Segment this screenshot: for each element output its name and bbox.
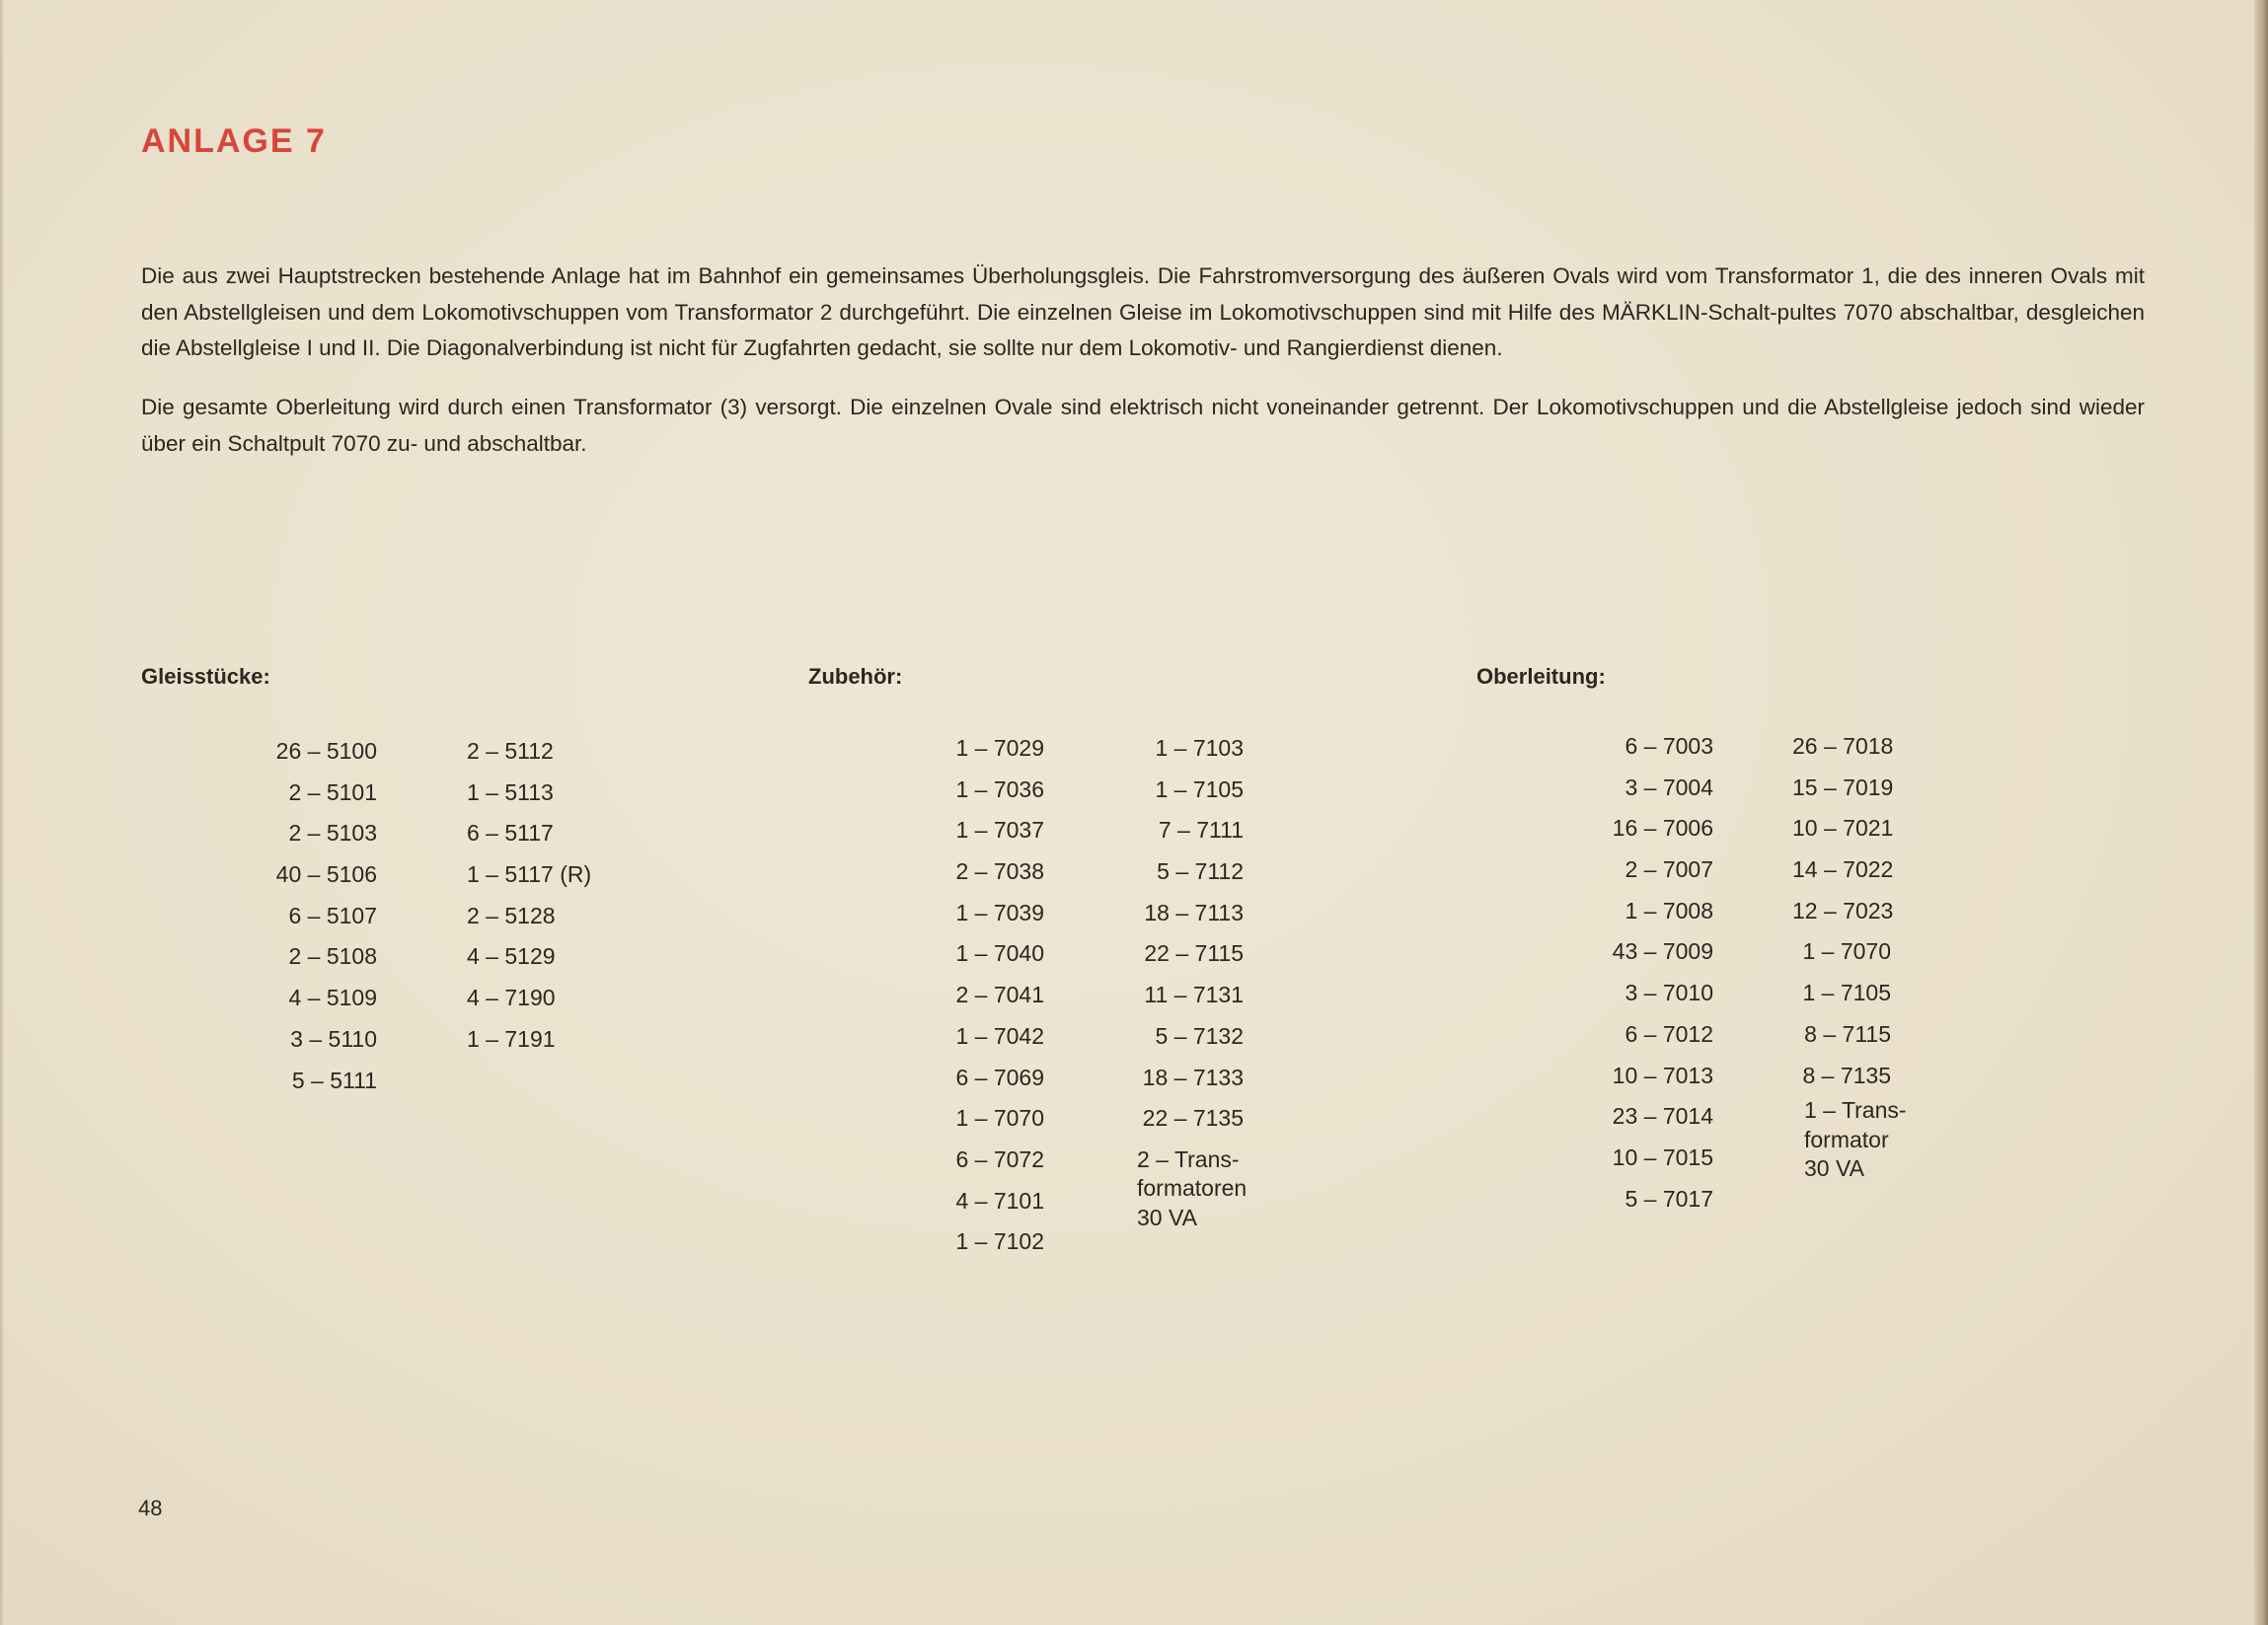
zubehoer-item: 1 – 7102 [955, 1228, 1044, 1255]
oberleitung-item: 8 – 7115 [1804, 1020, 1891, 1047]
gleisstuecke-item: 1 – 5117 (R) [467, 861, 592, 888]
zubehoer-item: 5 – 7112 [1157, 858, 1244, 885]
gleisstuecke-item: 1 – 7191 [467, 1025, 556, 1052]
zubehoer-item: 6 – 7072 [955, 1145, 1044, 1172]
zubehoer-item: 1 – 7037 [955, 817, 1044, 844]
zubehoer-item: 1 – 7070 [955, 1105, 1044, 1132]
page-edge-left [0, 0, 4, 1625]
zubehoer-item: 7 – 7111 [1158, 817, 1244, 844]
oberleitung-column-1 [1599, 726, 1713, 1219]
zubehoer-item: 1 – 7042 [955, 1022, 1044, 1049]
zubehoer-item: 2 – 7041 [955, 982, 1044, 1008]
gleisstuecke-item: 2 – 5112 [467, 738, 554, 764]
gleisstuecke-item: 6 – 5107 [288, 902, 377, 928]
gleisstuecke-item: 1 – 5113 [467, 778, 554, 805]
zubehoer-item: 18 – 7133 [1142, 1064, 1244, 1090]
zubehoer-item: 1 – 7103 [1155, 735, 1244, 761]
gleisstuecke-item: 26 – 5100 [275, 738, 377, 764]
oberleitung-item: 10 – 7021 [1792, 815, 1894, 842]
oberleitung-item: 10 – 7013 [1612, 1062, 1713, 1088]
zubehoer-item: 1 – 7036 [955, 776, 1044, 802]
zubehoer-item: 1 – 7040 [955, 940, 1044, 967]
oberleitung-item: 3 – 7004 [1625, 774, 1713, 800]
gleisstuecke-item: 3 – 5110 [290, 1025, 377, 1052]
gleisstuecke-item: 4 – 5109 [288, 985, 377, 1011]
page-title: ANLAGE 7 [141, 122, 327, 160]
gleisstuecke-item: 4 – 7190 [467, 985, 556, 1011]
oberleitung-item: 2 – 7007 [1625, 856, 1713, 883]
zubehoer-item: 1 – 7105 [1155, 776, 1244, 802]
zubehoer-item: 2 – 7038 [955, 858, 1044, 885]
zubehoer-item: 6 – 7069 [955, 1064, 1044, 1090]
zubehoer-transformatoren-item: 2 – Trans- formatoren 30 VA [1137, 1145, 1247, 1230]
oberleitung-heading: Oberleitung: [1476, 664, 1606, 689]
gleisstuecke-item: 2 – 5103 [288, 820, 377, 847]
zubehoer-item: 1 – 7029 [955, 735, 1044, 761]
oberleitung-item: 8 – 7135 [1802, 1062, 1891, 1088]
oberleitung-item: 16 – 7006 [1612, 815, 1713, 842]
intro-paragraph-1: Die aus zwei Hauptstrecken bestehende Anlage hat im Bahnhof ein gemeinsames Überholungsgleis. Die Fahrstromversorgung des äußeren Ovals wird vom Transformator 1, die des inneren Ovals mit den Abstellgleisen und dem Lokomotivschuppen vom Transformator 2 durchgeführt. Die einzelnen Gleise im Lokomotivschuppen sind mit Hilfe des MÄRKLIN-Schalt-pultes 7070 abschaltbar, desgleichen die Abstellgleise I und II. Die Diagonalverbindung ist nicht für Zugfahrten gedacht, sie sollte nur dem Lokomotiv- und Rangierdienst dienen. [141, 263, 2145, 360]
oberleitung-item: 10 – 7015 [1612, 1144, 1713, 1170]
gleisstuecke-column-1 [257, 731, 377, 1101]
gleisstuecke-item: 40 – 5106 [275, 861, 377, 888]
gleisstuecke-item: 2 – 5108 [288, 943, 377, 970]
page-number: 48 [138, 1496, 163, 1520]
gleisstuecke-heading: Gleisstücke: [141, 664, 270, 689]
oberleitung-item: 26 – 7018 [1792, 733, 1894, 759]
zubehoer-item: 22 – 7115 [1144, 940, 1244, 967]
zubehoer-heading: Zubehör: [808, 664, 903, 689]
oberleitung-item: 14 – 7022 [1792, 856, 1894, 883]
page-edge-right [2254, 0, 2268, 1625]
zubehoer-item: 22 – 7135 [1142, 1105, 1244, 1132]
zubehoer-column-2 [1123, 728, 1301, 1232]
oberleitung-item: 1 – 7008 [1625, 897, 1713, 923]
zubehoer-column-1 [928, 728, 1044, 1263]
intro-paragraph-2: Die gesamte Oberleitung wird durch einen Transformator (3) versorgt. Die einzelnen Ovale sind elektrisch nicht voneinander getrennt. Der Lokomotivschuppen und die Abstellgleise jedoch sind wieder über ein Schaltpult 7070 zu- und abschaltbar. [141, 395, 2145, 456]
zubehoer-item: 1 – 7039 [955, 899, 1044, 925]
gleisstuecke-column-2 [467, 731, 635, 1061]
zubehoer-item: 4 – 7101 [955, 1187, 1044, 1214]
oberleitung-item: 6 – 7003 [1625, 733, 1713, 759]
oberleitung-item: 5 – 7017 [1625, 1185, 1713, 1212]
gleisstuecke-item: 6 – 5117 [467, 820, 554, 847]
oberleitung-item: 23 – 7014 [1612, 1103, 1713, 1130]
gleisstuecke-item: 5 – 5111 [291, 1067, 377, 1093]
zubehoer-item: 11 – 7131 [1144, 982, 1244, 1008]
oberleitung-item: 15 – 7019 [1792, 774, 1894, 800]
oberleitung-item: 12 – 7023 [1792, 897, 1894, 923]
gleisstuecke-item: 2 – 5101 [288, 778, 377, 805]
zubehoer-item: 18 – 7113 [1144, 899, 1244, 925]
oberleitung-transformator-item: 1 – Trans- formator 30 VA [1804, 1097, 1907, 1182]
oberleitung-column-2 [1792, 726, 1970, 1184]
oberleitung-item: 1 – 7105 [1802, 980, 1891, 1006]
oberleitung-item: 6 – 7012 [1625, 1020, 1713, 1047]
gleisstuecke-item: 4 – 5129 [467, 943, 556, 970]
oberleitung-item: 3 – 7010 [1625, 980, 1713, 1006]
zubehoer-item: 5 – 7132 [1155, 1022, 1244, 1049]
gleisstuecke-item: 2 – 5128 [467, 902, 556, 928]
oberleitung-item: 1 – 7070 [1802, 938, 1891, 965]
oberleitung-item: 43 – 7009 [1612, 938, 1713, 965]
